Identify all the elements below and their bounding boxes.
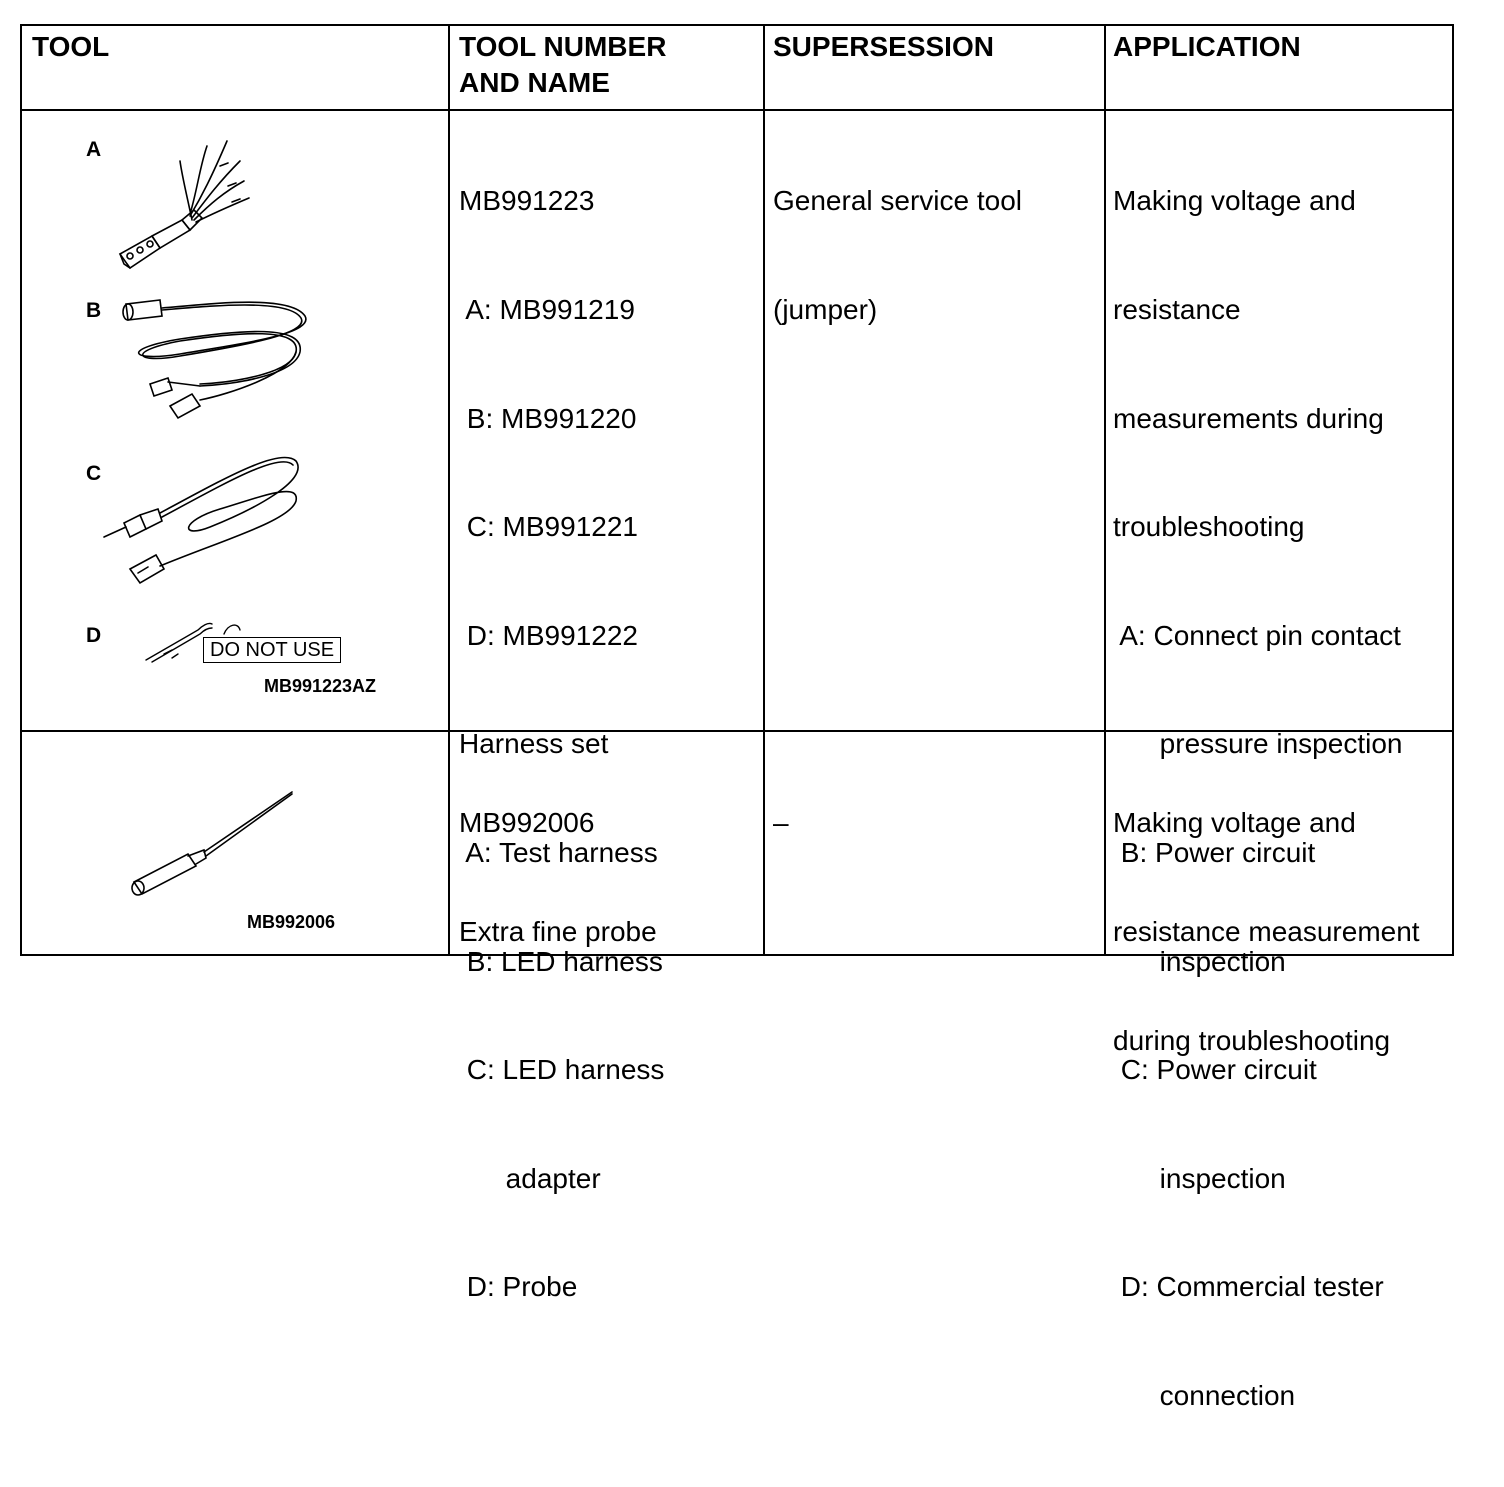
table-cell-line: MB991223	[459, 185, 595, 217]
table-cell-line: inspection	[1113, 945, 1286, 977]
do-not-use-stamp: DO NOT USE	[203, 637, 341, 663]
table-cell-line: General service tool	[773, 185, 1023, 217]
row2-supersession	[773, 733, 804, 914]
column-divider	[1104, 26, 1106, 954]
table-cell-line: C: Power circuit	[1113, 1054, 1317, 1086]
extra-fine-probe-icon	[126, 788, 296, 898]
table-cell-line: connection	[1113, 1379, 1296, 1411]
table-cell-line: –	[773, 807, 789, 839]
table-cell-line: during troubleshooting	[1113, 1024, 1391, 1056]
header-tool-number	[459, 29, 666, 101]
illustration-label-c: C	[86, 462, 102, 485]
table-cell-line: measurements during	[1113, 402, 1384, 434]
table-cell-line: D: Commercial tester	[1113, 1271, 1384, 1303]
led-harness-adapter-icon	[100, 451, 310, 581]
table-cell-line: B: Power circuit	[1113, 836, 1316, 868]
header-application	[1113, 29, 1301, 65]
table-cell-line: B: MB991220	[459, 402, 637, 434]
table-cell-line: (jumper)	[773, 294, 878, 325]
header-tool	[32, 29, 109, 65]
table-cell-line: A: MB991219	[459, 294, 635, 325]
table-cell-line: inspection	[1113, 1162, 1286, 1194]
illustration-label-b: B	[86, 299, 102, 322]
row2-application	[1113, 733, 1420, 1131]
header-application-label: APPLICATION	[1113, 31, 1301, 62]
led-harness-icon	[120, 294, 320, 424]
table-cell-line: A: Connect pin contact	[1113, 619, 1401, 651]
table-cell-line: resistance	[1113, 294, 1241, 325]
illustration-code: MB991223AZ	[264, 676, 377, 696]
table-cell-line: Extra fine probe	[459, 916, 657, 947]
table-cell-line: A: Test harness	[459, 836, 658, 868]
header-tool-number-line1: TOOL NUMBER	[459, 31, 667, 62]
table-cell-line: C: LED harness	[459, 1054, 665, 1086]
row2-tool-number	[459, 733, 657, 1023]
header-supersession	[773, 29, 994, 65]
column-divider	[448, 26, 450, 954]
header-tool-number-line2: AND NAME	[459, 67, 610, 98]
column-divider	[763, 26, 765, 954]
tool-table	[20, 24, 1454, 1411]
table-cell-line: D: MB991222	[459, 619, 638, 651]
table-cell-line: Making voltage and	[1113, 807, 1356, 839]
table-cell-line: Harness set	[459, 728, 609, 760]
illustration-label-d: D	[86, 624, 102, 647]
table-cell-line: MB992006	[459, 807, 595, 839]
header-supersession-label: SUPERSESSION	[773, 31, 994, 62]
header-tool-label: TOOL	[32, 31, 110, 62]
illustration-code: MB992006	[247, 912, 336, 932]
row1-supersession	[773, 111, 1022, 401]
illustration-label-a: A	[86, 138, 102, 161]
table-cell-line: resistance measurement	[1113, 916, 1420, 947]
table-cell-line: C: MB991221	[459, 511, 638, 543]
table-cell-line: troubleshooting	[1113, 511, 1305, 543]
table-cell-line: pressure inspection	[1113, 728, 1403, 760]
table-cell-line: D: Probe	[459, 1271, 578, 1303]
table-cell-line: Making voltage and	[1113, 185, 1356, 217]
test-harness-icon	[112, 136, 252, 266]
table-cell-line: adapter	[459, 1162, 601, 1194]
table-cell-line: B: LED harness	[459, 945, 663, 977]
